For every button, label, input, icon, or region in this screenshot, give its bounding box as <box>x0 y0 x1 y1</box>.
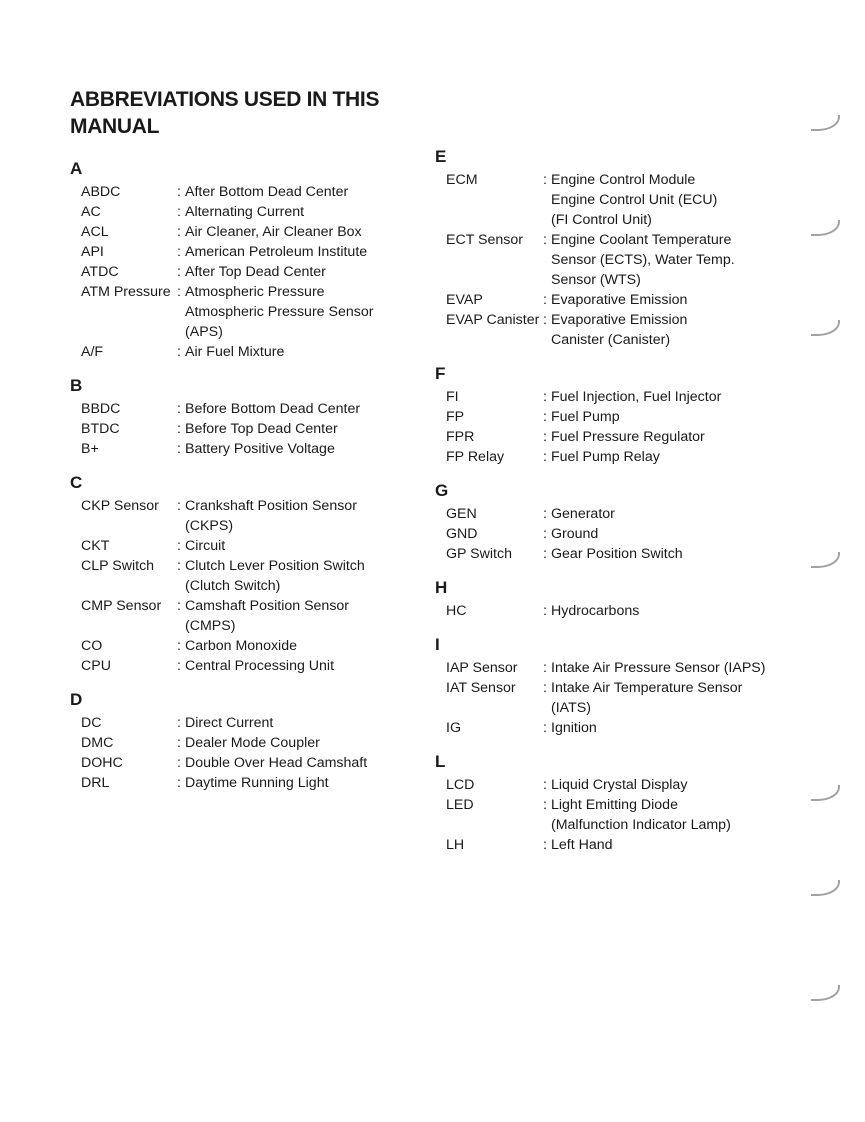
abbreviation-definition <box>551 658 805 678</box>
separator-colon: : <box>543 172 547 188</box>
abbreviation-definition <box>185 596 420 636</box>
abbreviation-definition <box>551 601 805 621</box>
definition-line: Before Top Dead Center <box>185 421 338 437</box>
definition-line: Intake Air Temperature Sensor <box>551 680 743 696</box>
abbreviation-definition <box>185 773 420 793</box>
abbreviation-definition <box>551 447 805 467</box>
definition-line: Central Processing Unit <box>185 658 335 674</box>
separator-colon: : <box>177 598 181 614</box>
abbreviation-entry <box>70 439 420 459</box>
binder-hole-mark <box>811 880 840 896</box>
abbreviation-definition <box>551 718 805 738</box>
abbreviation-definition <box>551 775 805 795</box>
binder-hole-mark <box>811 552 840 568</box>
separator-colon: : <box>177 715 181 731</box>
definition-line: Fuel Injection, Fuel Injector <box>551 389 722 405</box>
separator-colon: : <box>543 409 547 425</box>
abbreviation-entry <box>435 170 805 230</box>
definition-line: Air Cleaner, Air Cleaner Box <box>185 224 362 240</box>
section-c <box>70 472 420 676</box>
definition-line: Atmospheric Pressure <box>185 284 325 300</box>
binder-hole-mark <box>811 220 840 236</box>
abbreviation-term: IAP Sensor <box>446 660 518 676</box>
binder-hole-mark <box>811 985 840 1001</box>
abbreviation-term: CLP Switch <box>81 558 155 574</box>
definition-line: Before Bottom Dead Center <box>185 401 361 417</box>
abbreviation-term: AC <box>81 204 101 220</box>
section-letter: I <box>435 635 440 654</box>
abbreviation-entry <box>435 447 805 467</box>
separator-colon: : <box>177 401 181 417</box>
abbreviation-term: DC <box>81 715 102 731</box>
abbreviation-definition <box>185 399 420 419</box>
abbreviation-term: EVAP <box>446 292 483 308</box>
abbreviation-entry <box>435 544 805 564</box>
abbreviation-term: CO <box>81 638 103 654</box>
abbreviation-entry <box>435 524 805 544</box>
separator-colon: : <box>177 224 181 240</box>
definition-line: Clutch Lever Position Switch <box>185 558 365 574</box>
abbreviation-term: HC <box>446 603 467 619</box>
abbreviation-definition <box>551 678 805 718</box>
separator-colon: : <box>177 421 181 437</box>
abbreviation-term: ATDC <box>81 264 119 280</box>
abbreviation-definition <box>185 342 420 362</box>
section-i <box>435 634 805 738</box>
definition-line: Air Fuel Mixture <box>185 344 285 360</box>
abbreviation-entry <box>435 835 805 855</box>
abbreviation-entry <box>70 182 420 202</box>
abbreviation-definition <box>185 202 420 222</box>
definition-line: Alternating Current <box>185 204 305 220</box>
separator-colon: : <box>543 603 547 619</box>
definition-line: Double Over Head Camshaft <box>185 755 368 771</box>
section-letter: F <box>435 364 446 383</box>
separator-colon: : <box>177 284 181 300</box>
separator-colon: : <box>177 244 181 260</box>
abbreviation-definition <box>185 713 420 733</box>
definition-line: Atmospheric Pressure Sensor <box>185 304 374 320</box>
section-letter: E <box>435 147 447 166</box>
abbreviation-entry <box>70 262 420 282</box>
abbreviation-term: LH <box>446 837 465 853</box>
abbreviation-term: FP <box>446 409 465 425</box>
abbreviation-term: DOHC <box>81 755 123 771</box>
definition-line: Battery Positive Voltage <box>185 441 335 457</box>
separator-colon: : <box>177 344 181 360</box>
definition-line: Gear Position Switch <box>551 546 683 562</box>
abbreviation-definition <box>185 636 420 656</box>
abbreviation-term: B+ <box>81 441 99 457</box>
section-letter: H <box>435 578 448 597</box>
section-letter: A <box>70 159 83 178</box>
abbreviation-entry <box>70 773 420 793</box>
abbreviation-definition <box>185 439 420 459</box>
abbreviation-term: FP Relay <box>446 449 505 465</box>
definition-line: (Malfunction Indicator Lamp) <box>551 817 731 833</box>
abbreviation-entry <box>435 310 805 350</box>
abbreviation-definition <box>185 242 420 262</box>
separator-colon: : <box>543 429 547 445</box>
definition-line: After Top Dead Center <box>185 264 326 280</box>
abbreviation-definition <box>551 407 805 427</box>
abbreviation-entry <box>435 427 805 447</box>
abbreviation-term: ECM <box>446 172 478 188</box>
definition-line: Engine Coolant Temperature <box>551 232 732 248</box>
abbreviation-entry <box>70 242 420 262</box>
abbreviation-entry <box>70 222 420 242</box>
page-title-line: MANUAL <box>70 115 160 138</box>
section-g <box>435 480 805 564</box>
definition-line: (FI Control Unit) <box>551 212 652 228</box>
abbreviation-definition <box>185 262 420 282</box>
separator-colon: : <box>543 680 547 696</box>
left-column <box>70 158 420 806</box>
section-f <box>435 363 805 467</box>
abbreviation-entry <box>435 775 805 795</box>
definition-line: Daytime Running Light <box>185 775 329 791</box>
abbreviation-definition <box>185 556 420 596</box>
section-e <box>435 146 805 350</box>
page-title <box>70 86 430 140</box>
definition-line: Carbon Monoxide <box>185 638 297 654</box>
abbreviation-entry <box>70 636 420 656</box>
separator-colon: : <box>177 184 181 200</box>
abbreviation-term: IG <box>446 720 461 736</box>
definition-line: Sensor (ECTS), Water Temp. <box>551 252 735 268</box>
abbreviation-term: GND <box>446 526 478 542</box>
abbreviation-definition <box>185 656 420 676</box>
section-h <box>435 577 805 621</box>
definition-line: After Bottom Dead Center <box>185 184 349 200</box>
separator-colon: : <box>177 735 181 751</box>
definition-line: Fuel Pump <box>551 409 620 425</box>
definition-line: Evaporative Emission <box>551 312 688 328</box>
separator-colon: : <box>543 797 547 813</box>
definition-line: Fuel Pump Relay <box>551 449 660 465</box>
abbreviation-definition <box>551 230 805 290</box>
definition-line: Hydrocarbons <box>551 603 640 619</box>
abbreviation-definition <box>551 835 805 855</box>
section-letter: G <box>435 481 449 500</box>
abbreviation-term: IAT Sensor <box>446 680 516 696</box>
abbreviation-entry <box>70 713 420 733</box>
abbreviation-definition <box>551 795 805 835</box>
abbreviation-entry <box>435 387 805 407</box>
separator-colon: : <box>177 755 181 771</box>
abbreviation-term: EVAP Canister <box>446 312 540 328</box>
abbreviation-entry <box>70 753 420 773</box>
separator-colon: : <box>543 660 547 676</box>
abbreviation-term: CKT <box>81 538 110 554</box>
right-column <box>435 146 805 868</box>
abbreviation-entry <box>70 536 420 556</box>
definition-line: Left Hand <box>551 837 613 853</box>
definition-line: Light Emitting Diode <box>551 797 678 813</box>
definition-line: Camshaft Position Sensor <box>185 598 350 614</box>
abbreviation-term: CPU <box>81 658 111 674</box>
abbreviation-definition <box>185 222 420 242</box>
abbreviation-term: LCD <box>446 777 475 793</box>
section-letter: D <box>70 690 83 709</box>
separator-colon: : <box>543 389 547 405</box>
abbreviation-term: A/F <box>81 344 104 360</box>
definition-line: Crankshaft Position Sensor <box>185 498 357 514</box>
separator-colon: : <box>543 292 547 308</box>
definition-line: (Clutch Switch) <box>185 578 281 594</box>
definition-line: Generator <box>551 506 615 522</box>
definition-line: Liquid Crystal Display <box>551 777 688 793</box>
abbreviation-term: BTDC <box>81 421 120 437</box>
section-d <box>70 689 420 793</box>
abbreviation-term: ACL <box>81 224 109 240</box>
binder-hole-mark <box>811 115 840 131</box>
abbreviation-definition <box>551 310 805 350</box>
separator-colon: : <box>543 837 547 853</box>
abbreviation-term: FI <box>446 389 459 405</box>
definition-line: Ignition <box>551 720 597 736</box>
separator-colon: : <box>177 775 181 791</box>
section-a <box>70 158 420 362</box>
page-title-line: ABBREVIATIONS USED IN THIS <box>70 88 380 111</box>
binder-hole-mark <box>811 785 840 801</box>
abbreviation-term: GP Switch <box>446 546 512 562</box>
abbreviation-entry <box>70 282 420 342</box>
separator-colon: : <box>543 777 547 793</box>
abbreviation-term: GEN <box>446 506 477 522</box>
separator-colon: : <box>177 498 181 514</box>
abbreviation-term: ATM Pressure <box>81 284 171 300</box>
abbreviation-term: FPR <box>446 429 475 445</box>
separator-colon: : <box>543 526 547 542</box>
definition-line: Fuel Pressure Regulator <box>551 429 705 445</box>
separator-colon: : <box>177 441 181 457</box>
abbreviation-definition <box>185 753 420 773</box>
definition-line: (CMPS) <box>185 618 236 634</box>
abbreviation-entry <box>435 795 805 835</box>
abbreviation-entry <box>70 556 420 596</box>
separator-colon: : <box>543 546 547 562</box>
separator-colon: : <box>543 720 547 736</box>
abbreviation-definition <box>185 182 420 202</box>
abbreviation-definition <box>185 733 420 753</box>
abbreviation-entry <box>435 407 805 427</box>
abbreviation-definition <box>551 504 805 524</box>
binder-hole-mark <box>811 320 840 336</box>
separator-colon: : <box>177 638 181 654</box>
abbreviation-definition <box>551 290 805 310</box>
definition-line: Engine Control Unit (ECU) <box>551 192 718 208</box>
abbreviation-entry <box>70 419 420 439</box>
abbreviation-entry <box>435 601 805 621</box>
separator-colon: : <box>177 264 181 280</box>
abbreviation-entry <box>435 230 805 290</box>
abbreviation-term: ABDC <box>81 184 121 200</box>
definition-line: Dealer Mode Coupler <box>185 735 320 751</box>
abbreviation-definition <box>185 419 420 439</box>
abbreviation-term: LED <box>446 797 474 813</box>
separator-colon: : <box>543 232 547 248</box>
separator-colon: : <box>543 449 547 465</box>
definition-line: (CKPS) <box>185 518 234 534</box>
abbreviation-term: ECT Sensor <box>446 232 524 248</box>
abbreviation-definition <box>551 427 805 447</box>
section-letter: L <box>435 752 446 771</box>
abbreviation-entry <box>435 504 805 524</box>
abbreviation-entry <box>435 678 805 718</box>
abbreviation-entry <box>70 342 420 362</box>
definition-line: Engine Control Module <box>551 172 696 188</box>
abbreviation-entry <box>70 496 420 536</box>
definition-line: Sensor (WTS) <box>551 272 641 288</box>
abbreviation-definition <box>551 170 805 230</box>
section-letter: C <box>70 473 83 492</box>
definition-line: American Petroleum Institute <box>185 244 368 260</box>
abbreviation-entry <box>70 733 420 753</box>
abbreviation-term: CMP Sensor <box>81 598 162 614</box>
separator-colon: : <box>177 558 181 574</box>
separator-colon: : <box>177 658 181 674</box>
section-b <box>70 375 420 459</box>
definition-line: Direct Current <box>185 715 274 731</box>
abbreviation-definition <box>185 536 420 556</box>
abbreviation-definition <box>551 387 805 407</box>
abbreviation-definition <box>185 282 420 342</box>
separator-colon: : <box>177 538 181 554</box>
abbreviation-term: BBDC <box>81 401 121 417</box>
definition-line: (APS) <box>185 324 223 340</box>
section-letter: B <box>70 376 83 395</box>
separator-colon: : <box>543 506 547 522</box>
definition-line: Evaporative Emission <box>551 292 688 308</box>
abbreviation-definition <box>185 496 420 536</box>
abbreviation-definition <box>551 544 805 564</box>
definition-line: Canister (Canister) <box>551 332 671 348</box>
abbreviation-entry <box>70 656 420 676</box>
definition-line: (IATS) <box>551 700 591 716</box>
definition-line: Intake Air Pressure Sensor (IAPS) <box>551 660 766 676</box>
abbreviation-entry <box>435 658 805 678</box>
abbreviation-definition <box>551 524 805 544</box>
definition-line: Ground <box>551 526 599 542</box>
abbreviation-entry <box>70 399 420 419</box>
abbreviation-term: CKP Sensor <box>81 498 159 514</box>
abbreviation-entry <box>70 202 420 222</box>
abbreviation-term: API <box>81 244 104 260</box>
separator-colon: : <box>543 312 547 328</box>
section-l <box>435 751 805 855</box>
abbreviation-entry <box>435 290 805 310</box>
abbreviation-term: DRL <box>81 775 110 791</box>
definition-line: Circuit <box>185 538 226 554</box>
abbreviation-term: DMC <box>81 735 114 751</box>
abbreviation-entry <box>435 718 805 738</box>
separator-colon: : <box>177 204 181 220</box>
abbreviation-entry <box>70 596 420 636</box>
